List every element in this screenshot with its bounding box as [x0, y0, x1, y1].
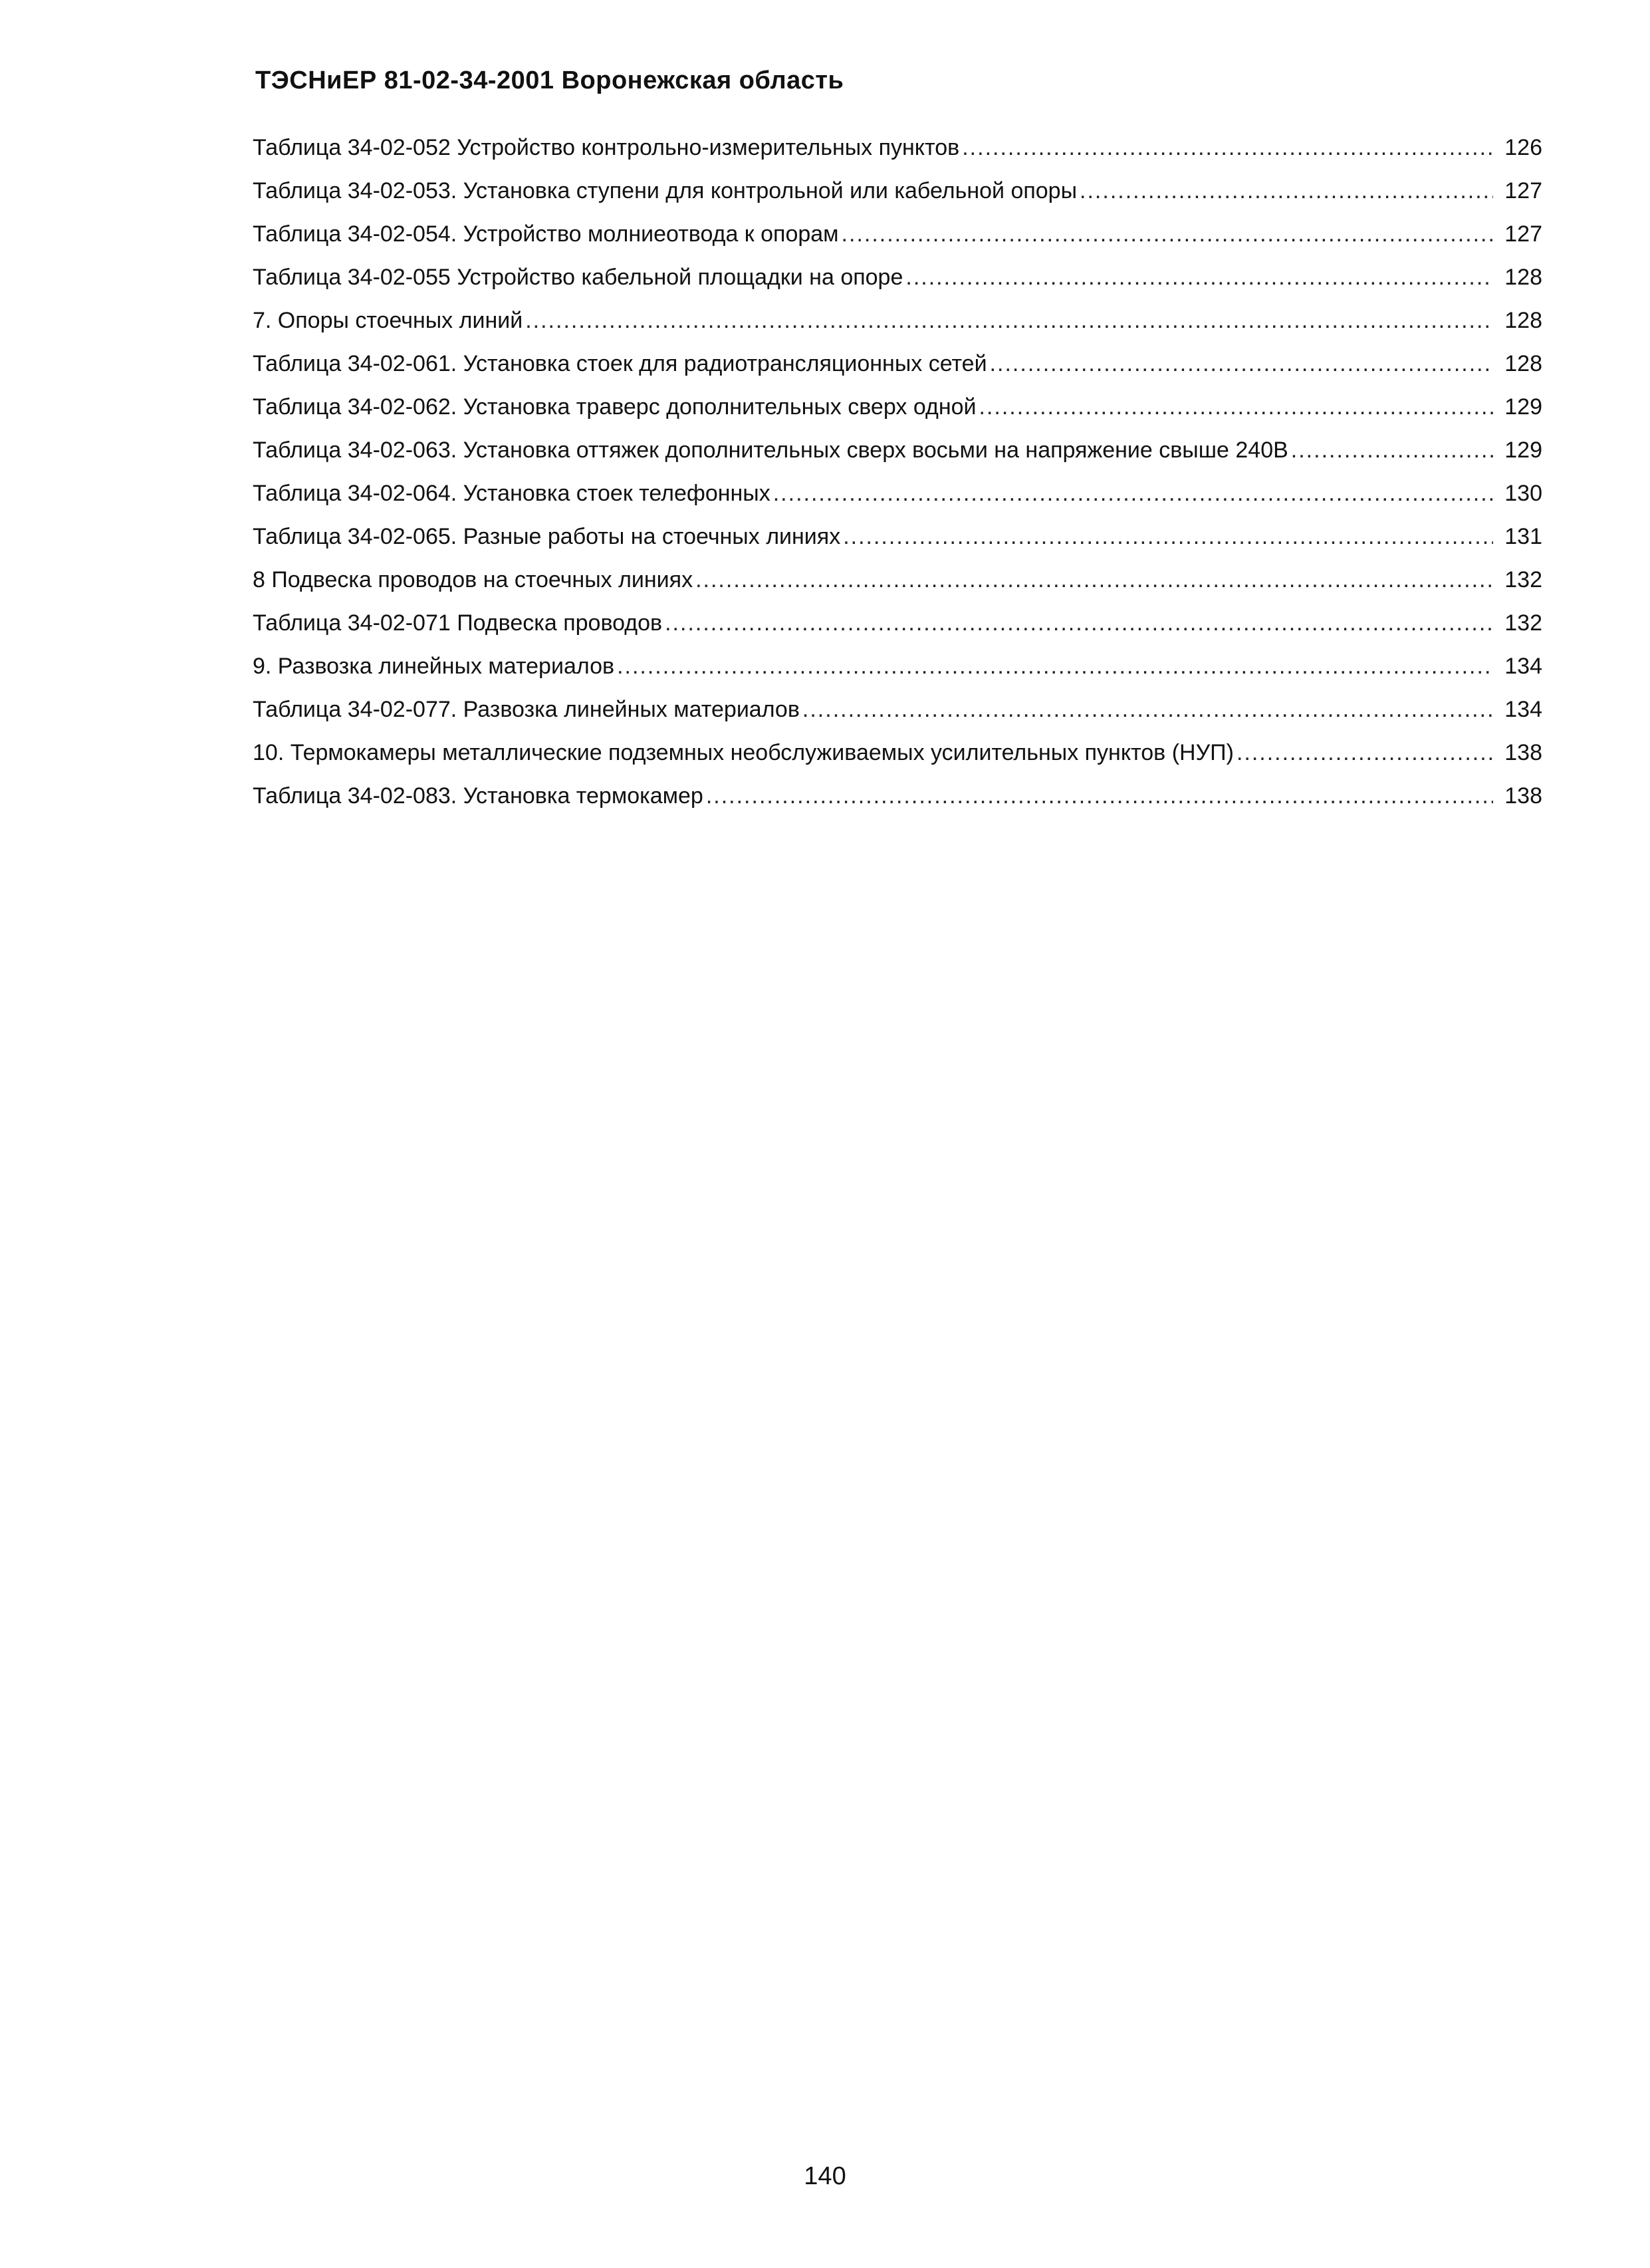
toc-entry-page: 128	[1504, 265, 1542, 290]
toc-entry-page: 134	[1504, 697, 1542, 722]
toc-entry	[253, 731, 1542, 775]
dot-leader	[1080, 170, 1493, 213]
toc-entry-title: Таблица 34-02-055 Устройство кабельной площадки на опоре	[253, 265, 903, 290]
toc-entry-title: 7. Опоры стоечных линий	[253, 308, 523, 333]
toc-entry	[253, 602, 1542, 645]
toc-entry	[253, 386, 1542, 429]
dot-leader	[1237, 731, 1493, 775]
toc-entry-title: Таблица 34-02-061. Установка стоек для радиотрансляционных сетей	[253, 351, 987, 376]
document-header: ТЭСНиЕР 81-02-34-2001 Воронежская область	[255, 66, 844, 94]
dot-leader	[802, 688, 1493, 731]
dot-leader	[979, 386, 1494, 429]
toc-entry-page: 129	[1504, 394, 1542, 420]
toc-entry-page: 134	[1504, 654, 1542, 679]
toc-entry	[253, 559, 1542, 602]
toc-entry	[253, 299, 1542, 342]
toc-entry-title: Таблица 34-02-063. Установка оттяжек дополнительных сверх восьми на напряжение свыше 240В	[253, 438, 1288, 463]
toc-entry-title: Таблица 34-02-065. Разные работы на стоечных линиях	[253, 524, 841, 549]
toc-entry-title: Таблица 34-02-062. Установка траверс дополнительных сверх одной	[253, 394, 977, 420]
toc-entry-title: Таблица 34-02-071 Подвеска проводов	[253, 610, 663, 636]
toc-entry-title: Таблица 34-02-077. Развозка линейных материалов	[253, 697, 800, 722]
dot-leader	[773, 472, 1493, 515]
toc-entry	[253, 775, 1542, 818]
dot-leader	[905, 256, 1493, 299]
dot-leader	[706, 775, 1493, 818]
toc-entry-page: 138	[1504, 783, 1542, 809]
toc-entry	[253, 472, 1542, 515]
toc-entry-page: 127	[1504, 178, 1542, 203]
toc-entry	[253, 645, 1542, 688]
toc-entry	[253, 126, 1542, 170]
toc-entry-page: 131	[1504, 524, 1542, 549]
toc-entry-page: 128	[1504, 351, 1542, 376]
toc-entry	[253, 688, 1542, 731]
toc-entry-title: 10. Термокамеры металлические подземных необслуживаемых усилительных пунктов (НУП)	[253, 740, 1234, 765]
toc-entry	[253, 256, 1542, 299]
dot-leader	[617, 645, 1493, 688]
toc-entry-page: 138	[1504, 740, 1542, 765]
dot-leader	[843, 515, 1493, 559]
toc-entry-title: Таблица 34-02-052 Устройство контрольно-измерительных пунктов	[253, 135, 960, 160]
toc-entry	[253, 342, 1542, 386]
toc-entry-page: 132	[1504, 610, 1542, 636]
toc-entry-page: 132	[1504, 567, 1542, 592]
toc-entry-page: 127	[1504, 221, 1542, 247]
dot-leader	[990, 342, 1493, 386]
toc-entry	[253, 429, 1542, 472]
toc-entry-title: 9. Развозка линейных материалов	[253, 654, 615, 679]
page-number: 140	[804, 2162, 846, 2190]
toc-entry-page: 129	[1504, 438, 1542, 463]
dot-leader	[1291, 429, 1493, 472]
toc-entry	[253, 515, 1542, 559]
toc-entry-title: Таблица 34-02-054. Устройство молниеотвода к опорам	[253, 221, 839, 247]
toc-entry	[253, 213, 1542, 256]
dot-leader	[695, 559, 1493, 602]
dot-leader	[842, 213, 1493, 256]
dot-leader	[962, 126, 1493, 170]
toc-entry-title: Таблица 34-02-083. Установка термокамер	[253, 783, 703, 809]
table-of-contents	[253, 126, 1542, 818]
dot-leader	[665, 602, 1493, 645]
toc-entry-title: Таблица 34-02-053. Установка ступени для контрольной или кабельной опоры	[253, 178, 1078, 203]
toc-entry-title: 8 Подвеска проводов на стоечных линиях	[253, 567, 693, 592]
toc-entry-page: 128	[1504, 308, 1542, 333]
toc-entry-page: 126	[1504, 135, 1542, 160]
dot-leader	[525, 299, 1493, 342]
toc-entry	[253, 170, 1542, 213]
toc-entry-page: 130	[1504, 481, 1542, 506]
toc-entry-title: Таблица 34-02-064. Установка стоек телефонных	[253, 481, 770, 506]
